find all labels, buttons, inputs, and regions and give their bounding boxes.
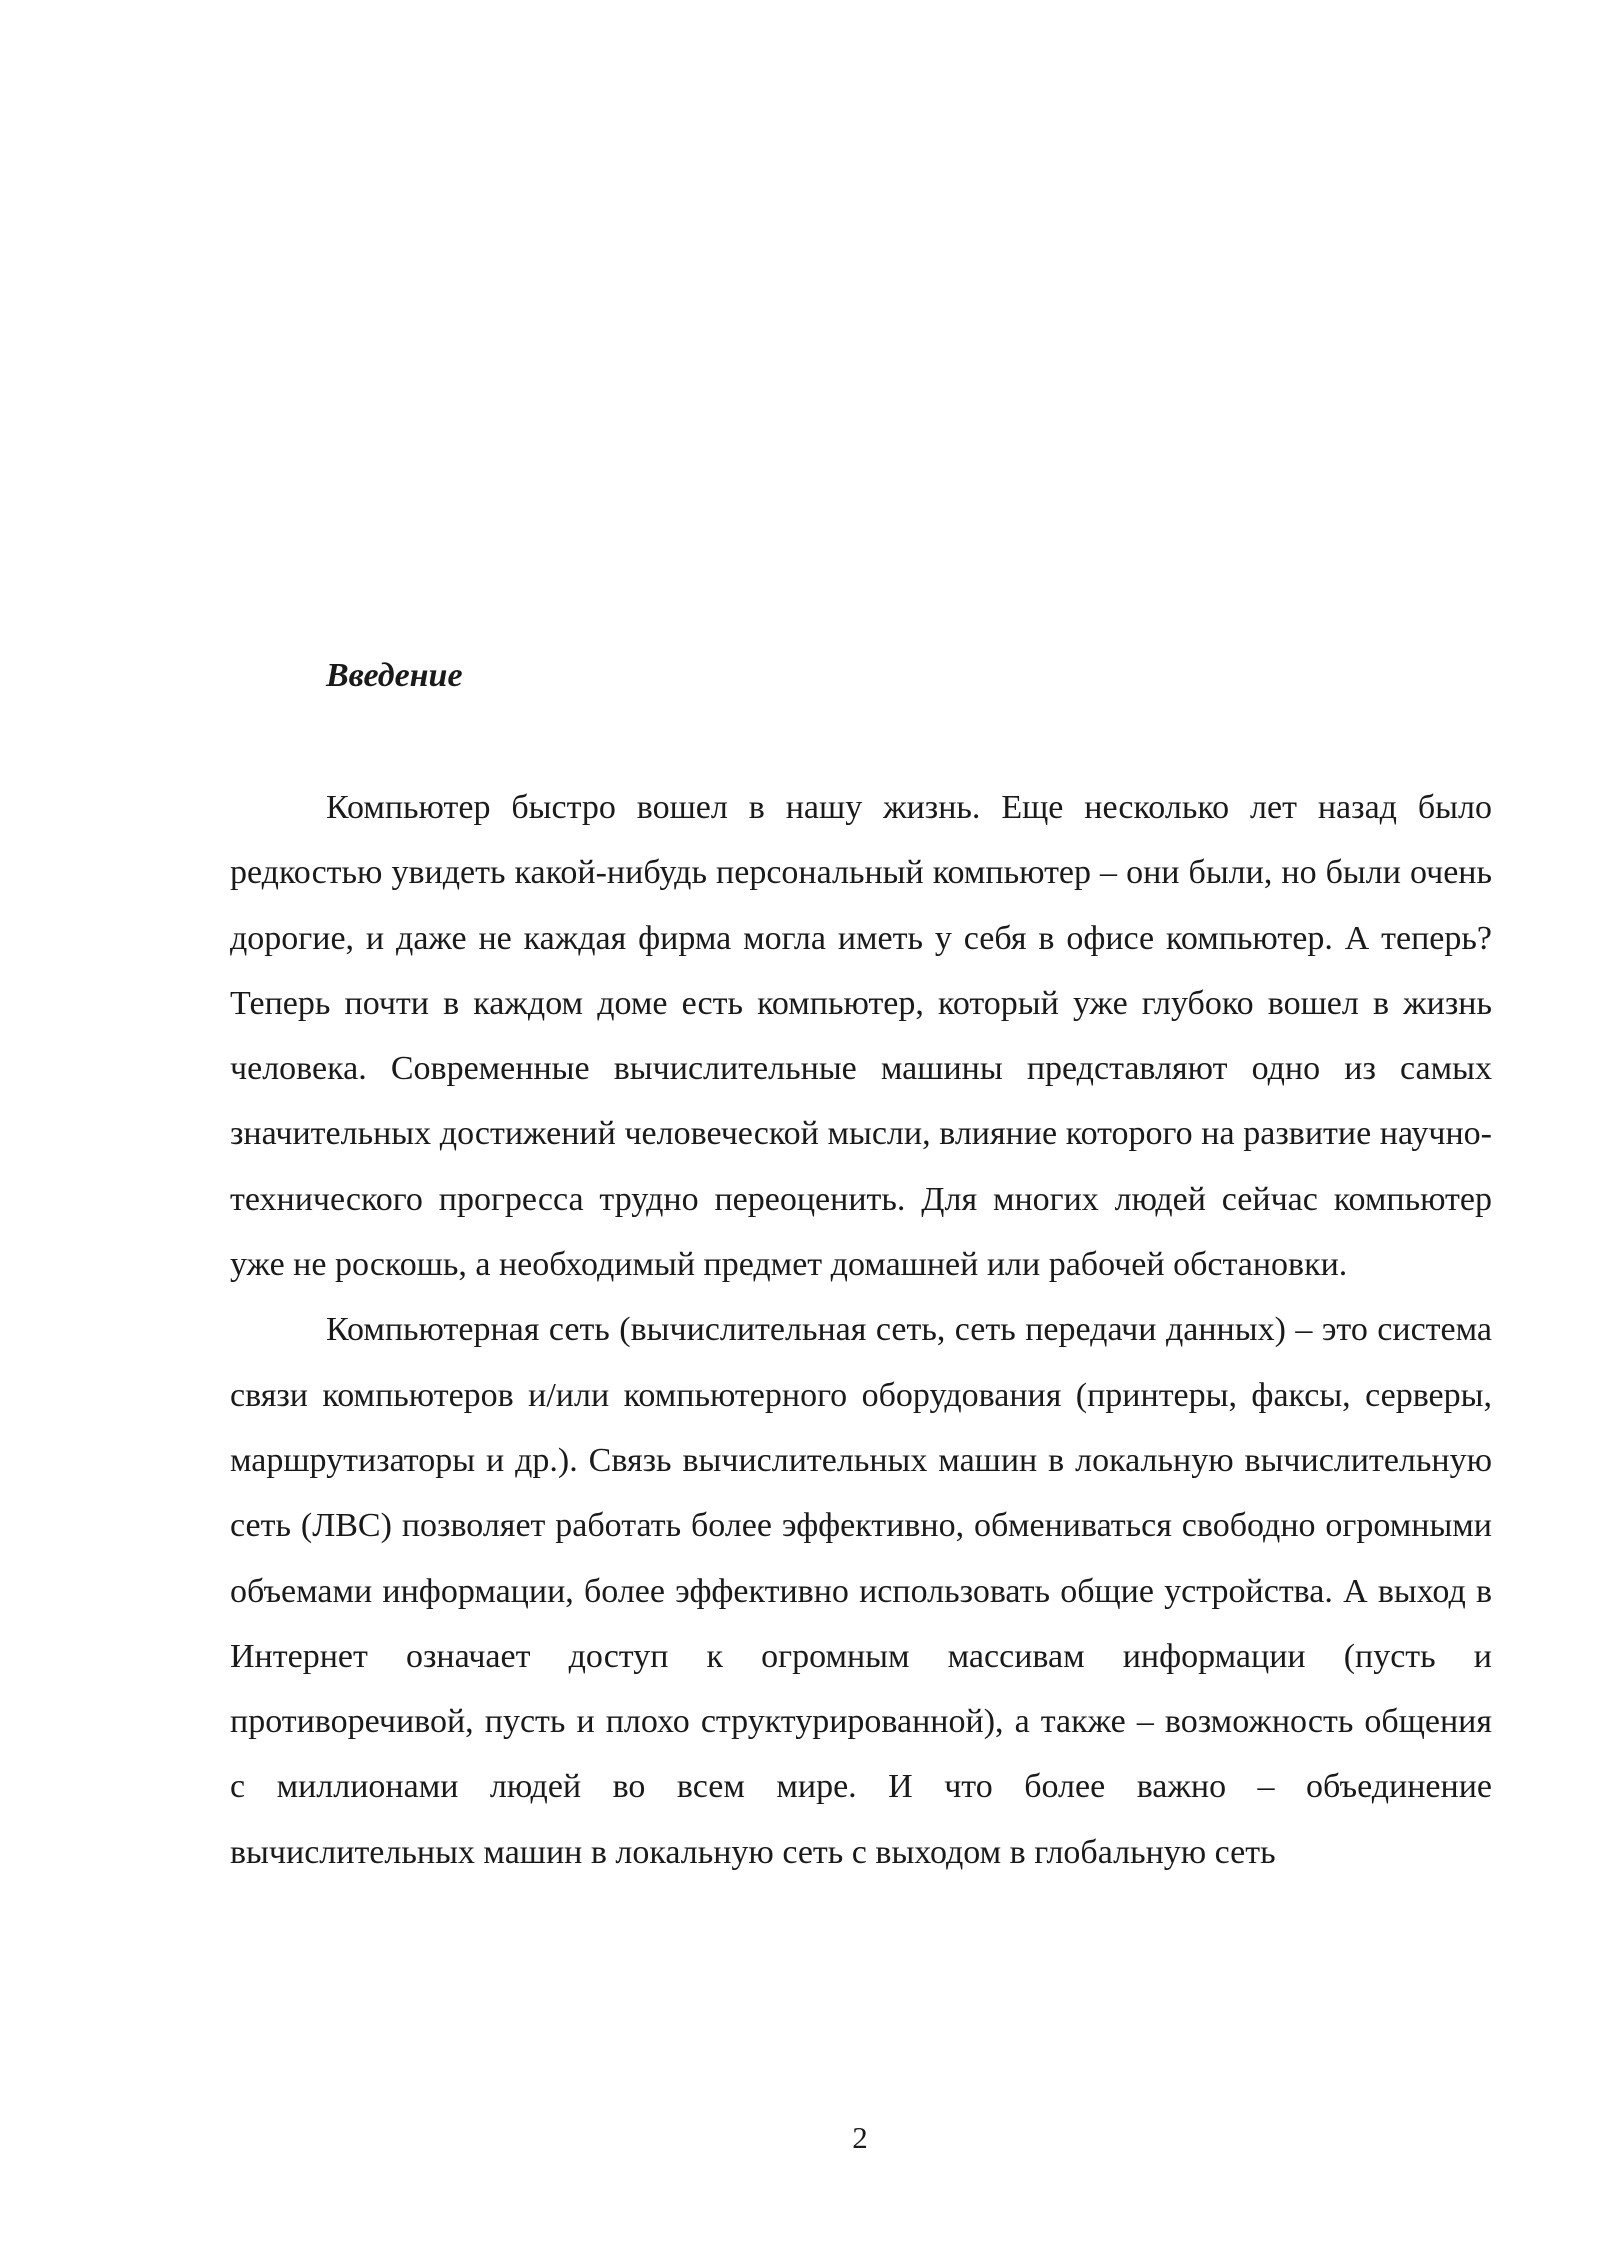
page-number: 2	[852, 2120, 868, 2155]
paragraph: Компьютерная сеть (вычислительная сеть, сеть передачи данных) – это система связи компьютеров и/или компьютерного оборудования (принтеры, факсы, серверы, маршрутизаторы и др.). Связь вычислительных машин в локальную вычислительную сеть (ЛВС) позволяет работать более эффективно, обмениваться свободно огромными объемами информации, более эффективно использовать общие устройства. А выход в Интернет означает доступ к огромным массивам информации (пусть и противоречивой, пусть и плохо структурированной), а также – возможность общения с миллионами людей во всем мире. И что более важно – объединение вычислительных машин в локальную сеть с выходом в глобальную сеть	[230, 1311, 1492, 1871]
section-heading: Введение	[326, 657, 463, 694]
body-text	[230, 775, 1492, 1885]
paragraph: Компьютер быстро вошел в нашу жизнь. Еще несколько лет назад было редкостью увидеть какой-нибудь персональный компьютер – они были, но были очень дорогие, и даже не каждая фирма могла иметь у себя в офисе компьютер. А теперь? Теперь почти в каждом доме есть компьютер, который уже глубоко вошел в жизнь человека. Современные вычислительные машины представляют одно из самых значительных достижений человеческой мысли, влияние которого на развитие научно-технического прогресса трудно переоценить. Для многих людей сейчас компьютер уже не роскошь, а необходимый предмет домашней или рабочей обстановки.	[230, 789, 1492, 1284]
